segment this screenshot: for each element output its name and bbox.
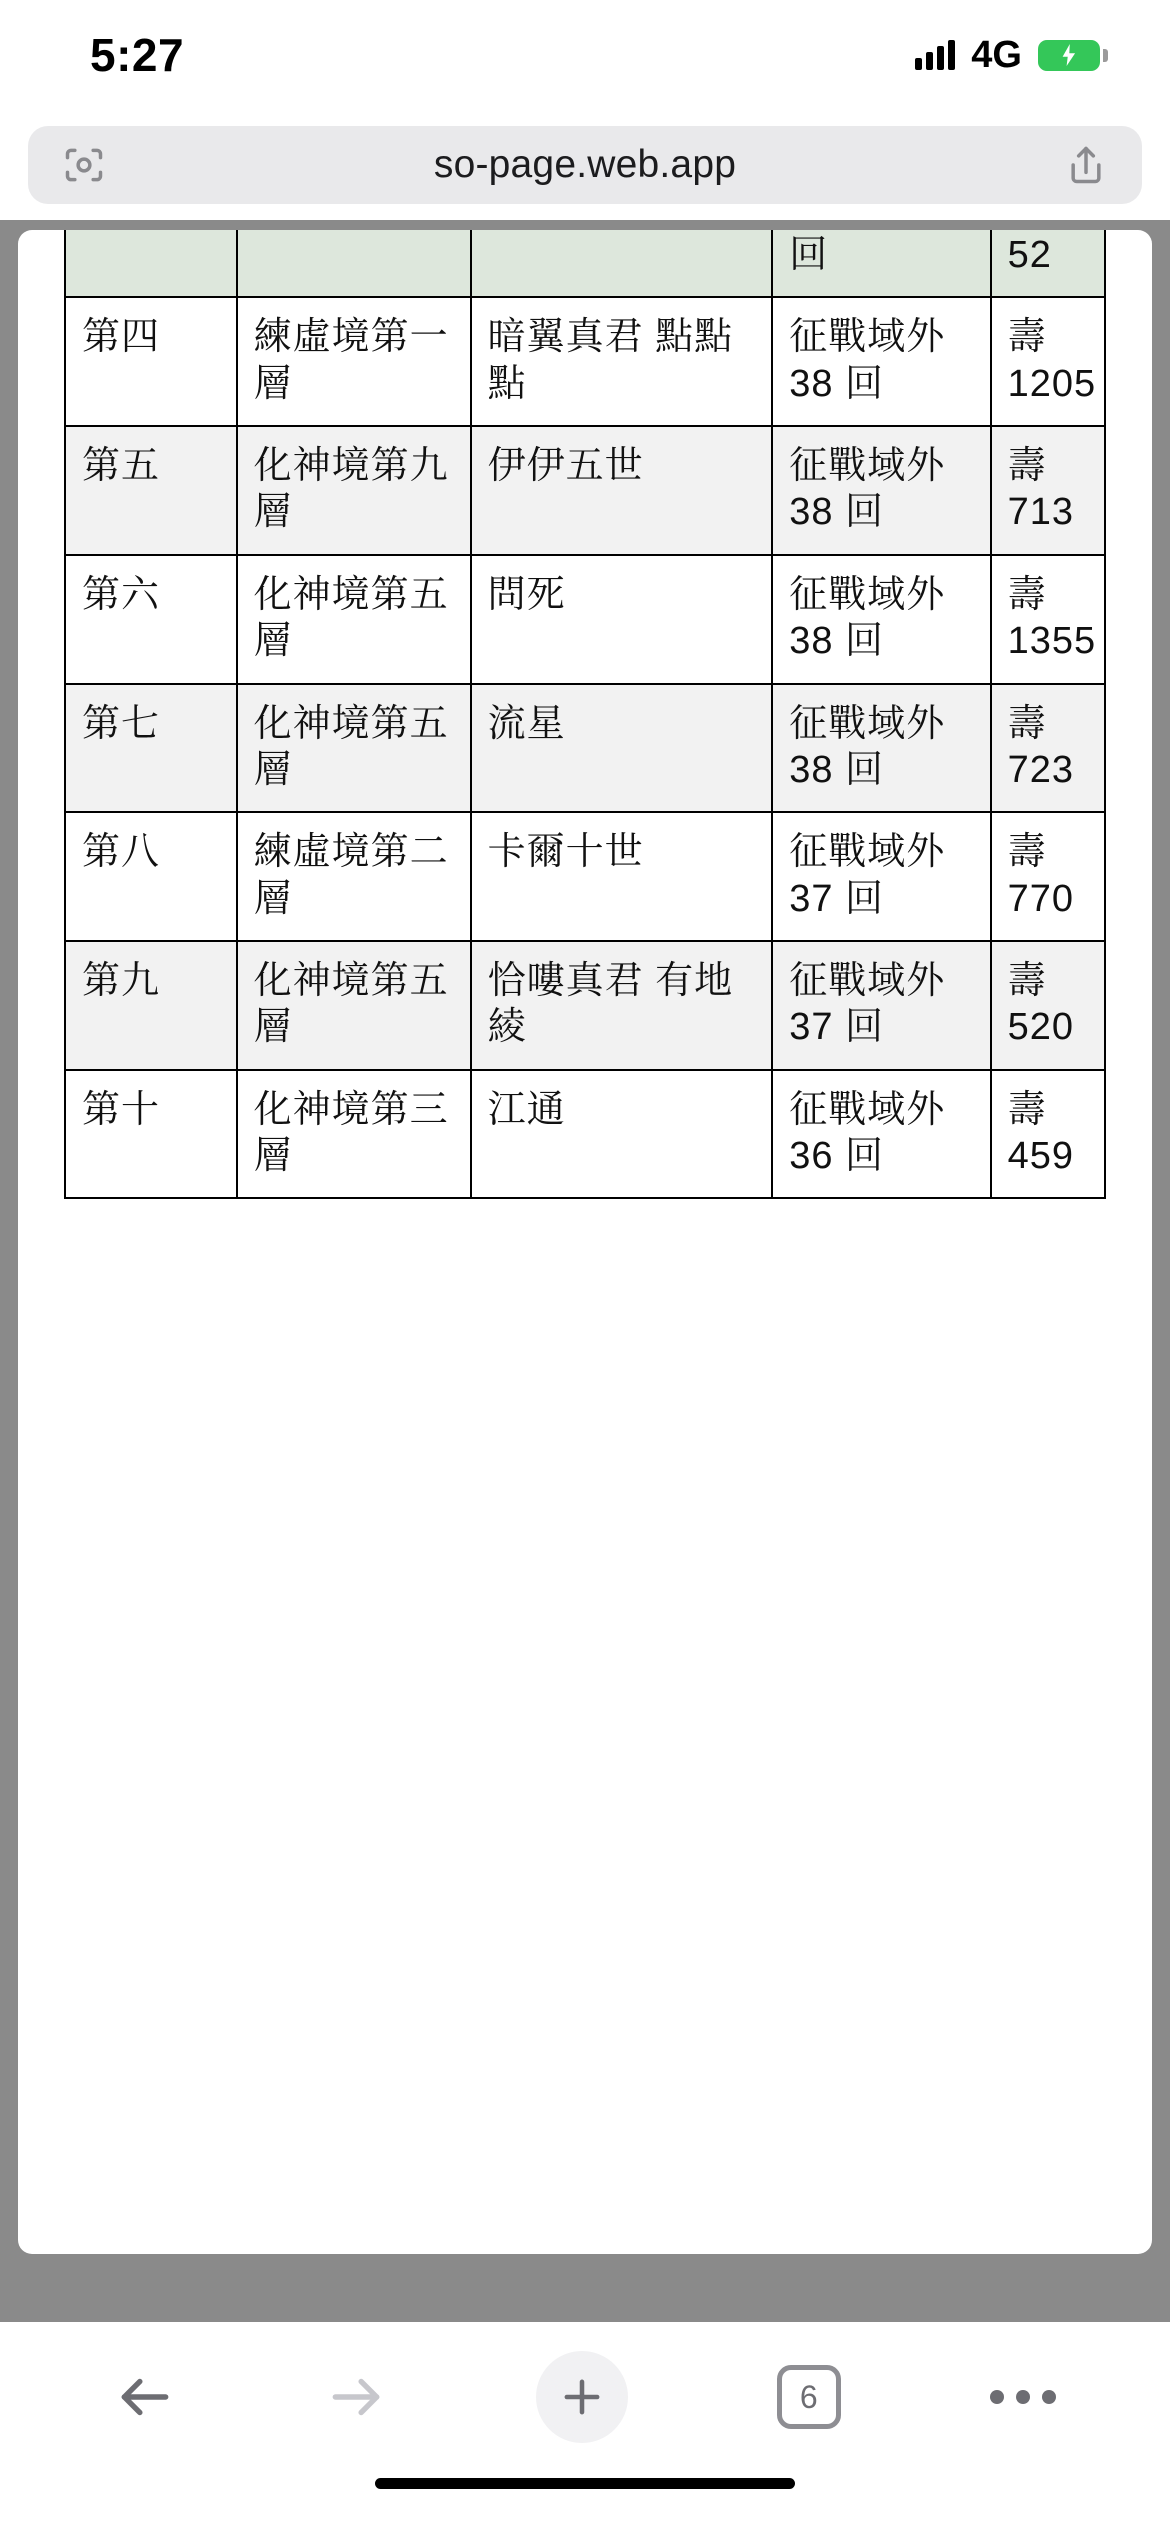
table-row <box>65 941 1105 1070</box>
life-cell: 52 <box>991 230 1105 297</box>
life-cell: 壽459 <box>991 1070 1105 1199</box>
url-text[interactable]: so-page.web.app <box>433 143 737 186</box>
table-row <box>65 812 1105 941</box>
rank-cell: 第七 <box>65 684 237 813</box>
rank-cell: 第四 <box>65 297 237 426</box>
realm-cell: 化神境第五層 <box>237 555 471 684</box>
life-cell: 壽520 <box>991 941 1105 1070</box>
realm-cell: 化神境第三層 <box>237 1070 471 1199</box>
share-icon[interactable] <box>1058 137 1114 193</box>
life-cell: 壽713 <box>991 426 1105 555</box>
life-cell: 壽1355 <box>991 555 1105 684</box>
name-cell: 江通 <box>471 1070 773 1199</box>
ellipsis-icon[interactable] <box>990 2390 1056 2404</box>
battle-cell: 征戰域外 38 回 <box>772 555 990 684</box>
life-cell: 壽770 <box>991 812 1105 941</box>
status-bar <box>0 0 1170 110</box>
realm-cell: 練虛境第一層 <box>237 297 471 426</box>
realm-cell: 練虛境第二層 <box>237 812 471 941</box>
table-row <box>65 297 1105 426</box>
battery-charging-icon <box>1038 40 1100 71</box>
realm-cell: 化神境第五層 <box>237 941 471 1070</box>
table-row <box>65 1070 1105 1199</box>
battle-cell: 征戰域外 38 回 <box>772 426 990 555</box>
life-cell: 壽723 <box>991 684 1105 813</box>
rank-cell: 第五 <box>65 426 237 555</box>
tab-count-badge[interactable]: 6 <box>777 2365 841 2429</box>
scan-code-icon[interactable] <box>56 137 112 193</box>
realm-cell: 化神境第九層 <box>237 426 471 555</box>
battle-cell: 征戰域外 37 回 <box>772 812 990 941</box>
name-cell: 暗翼真君 點點點 <box>471 297 773 426</box>
home-indicator-area <box>0 2472 1170 2532</box>
arrow-right-icon[interactable] <box>325 2366 387 2428</box>
name-cell: 伊伊五世 <box>471 426 773 555</box>
new-tab-button[interactable] <box>536 2351 628 2443</box>
realm-cell <box>237 230 471 297</box>
name-cell: 卡爾十世 <box>471 812 773 941</box>
web-page-content[interactable] <box>18 230 1152 2254</box>
arrow-left-icon[interactable] <box>114 2366 176 2428</box>
rank-cell: 第十 <box>65 1070 237 1199</box>
rank-cell: 第六 <box>65 555 237 684</box>
battle-cell: 征戰域外 38 回 <box>772 297 990 426</box>
battle-cell: 回 <box>772 230 990 297</box>
name-cell: 恰嘍真君 有地綾 <box>471 941 773 1070</box>
ranking-table-container <box>64 230 1106 1199</box>
table-row <box>65 684 1105 813</box>
table-row <box>65 555 1105 684</box>
plus-icon[interactable] <box>536 2351 628 2443</box>
browser-toolbar <box>0 2322 1170 2472</box>
name-cell: 流星 <box>471 684 773 813</box>
url-field[interactable] <box>28 126 1142 204</box>
web-page-viewport[interactable] <box>0 220 1170 2322</box>
realm-cell: 化神境第五層 <box>237 684 471 813</box>
tabs-button[interactable] <box>777 2365 841 2429</box>
battle-cell: 征戰域外 36 回 <box>772 1070 990 1199</box>
rank-cell: 第九 <box>65 941 237 1070</box>
battle-cell: 征戰域外 37 回 <box>772 941 990 1070</box>
network-type-label: 4G <box>971 33 1022 76</box>
rank-cell: 第八 <box>65 812 237 941</box>
table-row <box>65 426 1105 555</box>
battle-cell: 征戰域外 38 回 <box>772 684 990 813</box>
browser-address-bar <box>0 110 1170 220</box>
home-indicator[interactable] <box>375 2478 795 2489</box>
name-cell: 問死 <box>471 555 773 684</box>
ranking-table <box>64 230 1106 1199</box>
signal-bars-icon <box>915 40 955 70</box>
more-menu-button[interactable] <box>990 2390 1056 2404</box>
table-row <box>65 230 1105 297</box>
rank-cell <box>65 230 237 297</box>
status-time: 5:27 <box>90 29 185 81</box>
life-cell: 壽1205 <box>991 297 1105 426</box>
name-cell <box>471 230 773 297</box>
status-indicators <box>915 34 1100 77</box>
